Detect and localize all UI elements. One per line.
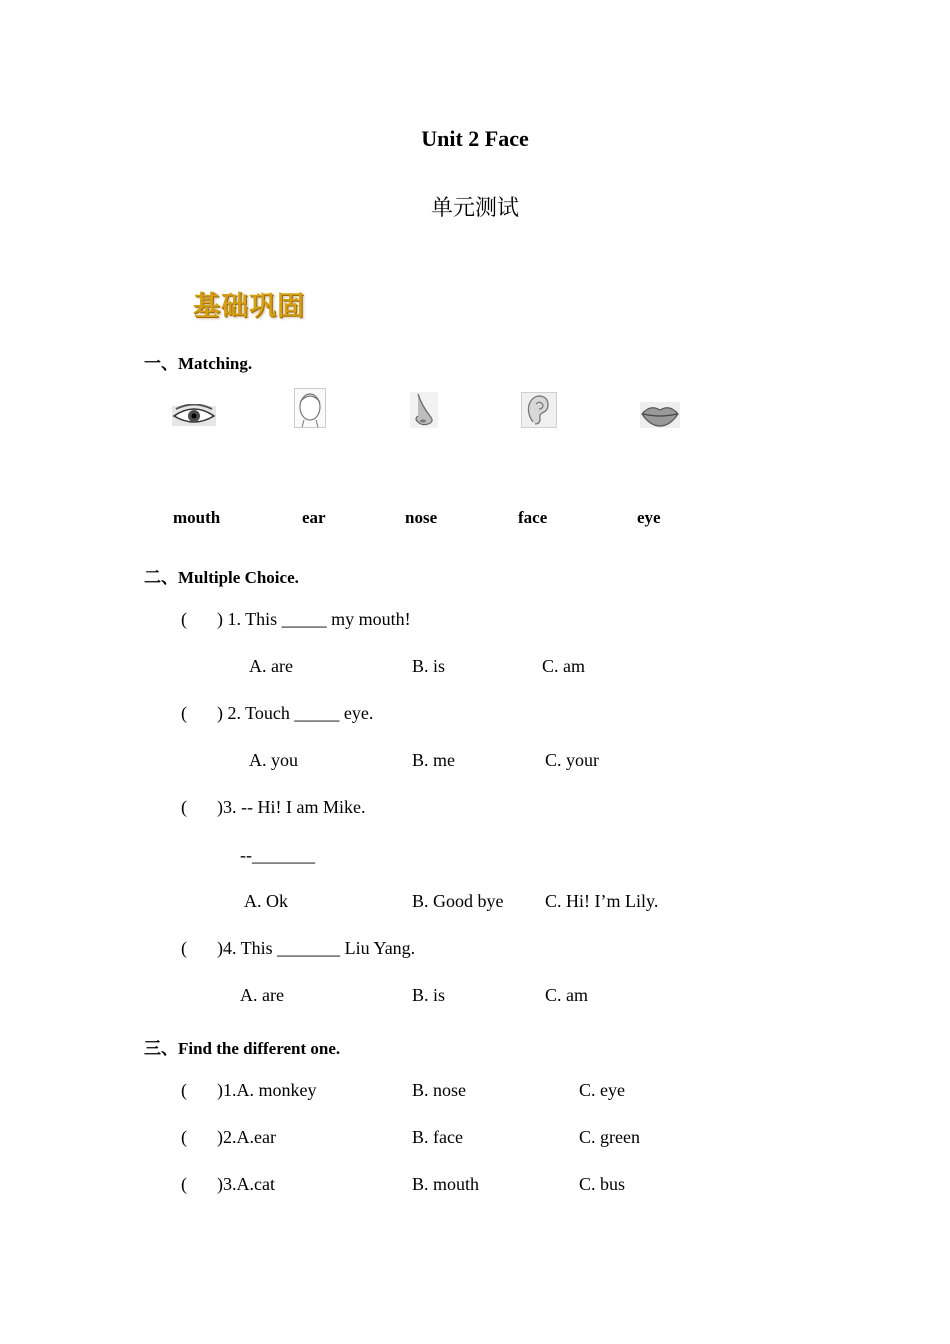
matching-word: mouth [173,508,221,527]
question-text: )1.A. monkey [217,1080,317,1100]
matching-word: face [518,508,548,527]
answer-paren: ( [181,609,187,629]
answer-paren: ( [181,938,187,958]
option: B. nose [412,1080,466,1100]
option: A. are [249,656,293,676]
answer-paren: ( [181,797,187,817]
option: A. are [240,985,284,1005]
answer-paren: ( [181,703,187,723]
ear-icon [521,392,557,428]
matching-word: ear [302,508,326,527]
option: C. your [545,750,599,770]
question-text: )3.A.cat [217,1174,275,1194]
answer-paren: ( [181,1080,187,1100]
option: C. am [545,985,588,1005]
nose-icon [410,392,438,428]
option: A. you [249,750,298,770]
section-heading-multiple-choice: 二、Multiple Choice. [144,568,299,588]
question-text: )2.A.ear [217,1127,276,1147]
eye-icon [172,404,216,428]
option: B. me [412,750,455,770]
page-subtitle: 单元测试 [430,196,519,221]
question-text: ) 2. Touch _____ eye. [217,703,374,723]
matching-word: eye [637,508,661,527]
option: B. is [412,656,446,676]
option: C. am [542,656,585,676]
option: B. Good bye [412,891,504,911]
answer-line: --_______ [240,845,315,865]
option: B. is [412,985,446,1005]
question-text: )4. This _______ Liu Yang. [217,938,416,958]
option: A. Ok [244,891,288,911]
option: B. face [412,1127,463,1147]
option: C. eye [579,1080,625,1100]
option: C. green [579,1127,640,1147]
page-title: Unit 2 Face [421,126,529,151]
mouth-icon [640,402,680,428]
face-icon [294,388,326,428]
matching-word: nose [405,508,438,527]
section-heading-find-different: 三、Find the different one. [144,1039,341,1059]
section-banner: 基础巩固 [193,291,305,322]
option: C. bus [579,1174,626,1194]
answer-paren: ( [181,1174,187,1194]
option: C. Hi! I’m Lily. [545,891,659,911]
section-heading-matching: 一、Matching. [144,354,253,374]
question-text: ) 1. This _____ my mouth! [217,609,411,629]
question-text: )3. -- Hi! I am Mike. [217,797,366,817]
answer-paren: ( [181,1127,187,1147]
option: B. mouth [412,1174,480,1194]
